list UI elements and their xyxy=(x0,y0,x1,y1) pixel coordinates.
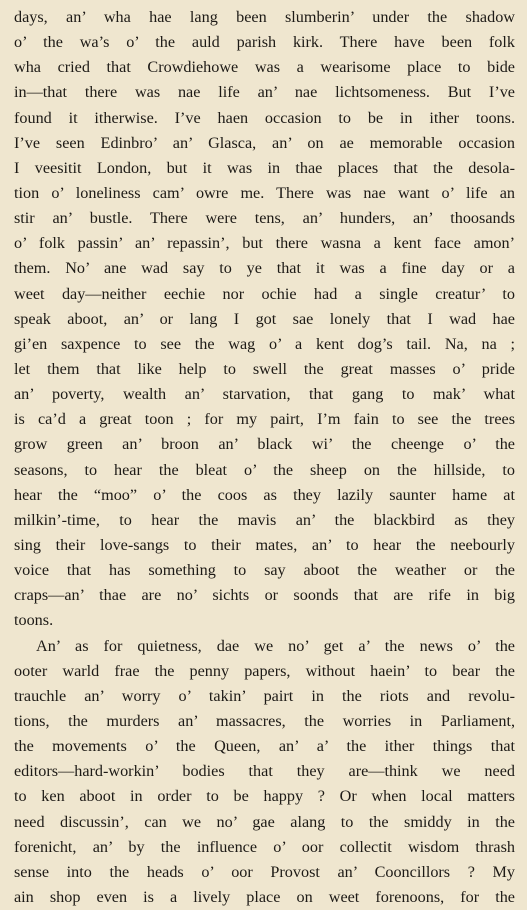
text-line: an’ poverty, wealth an’ starvation, that gang to mak’ what xyxy=(14,385,515,404)
text-line: them. No’ ane wad say to ye that it was a fine day or a xyxy=(14,259,515,278)
text-line: weet day—neither eechie nor ochie had a single creatur’ to xyxy=(14,284,515,303)
text-line: tion o’ loneliness cam’ owre me. There was nae want o’ life an xyxy=(14,183,515,202)
paragraph-2 xyxy=(14,634,515,910)
text-line: trauchle an’ worry o’ takin’ pairt in the riots and revolu- xyxy=(14,686,515,705)
text-line: gi’en saxpence to see the wag o’ a kent dog’s tail. Na, na ; xyxy=(14,334,515,353)
text-line: voice that has something to say aboot the weather or the xyxy=(14,561,515,580)
text-line: tions, the murders an’ massacres, the worries in Parliament, xyxy=(14,711,515,730)
text-line: craps—an’ thae are no’ sichts or soonds that are rife in big xyxy=(14,586,515,605)
text-line: sense into the heads o’ oor Provost an’ Cooncillors ? My xyxy=(14,862,515,881)
text-line: let them that like help to swell the great masses o’ pride xyxy=(14,359,515,378)
text-line: forenicht, an’ by the influence o’ oor collectit wisdom thrash xyxy=(14,837,515,856)
text-line: ain shop even is a lively place on weet forenoons, for the xyxy=(14,887,515,906)
text-line: in—that there was nae life an’ nae lichtsomeness. But I’ve xyxy=(14,83,515,102)
text-line: sing their love-sangs to their mates, an’ to hear the neebourly xyxy=(14,535,515,554)
text-line: need discussin’, can we no’ gae alang to the smiddy in the xyxy=(14,812,515,831)
text-line: I veesitit London, but it was in thae places that the desola- xyxy=(14,158,515,177)
text-line: grow green an’ broon an’ black wi’ the cheenge o’ the xyxy=(14,435,515,454)
text-line: is ca’d a great toon ; for my pairt, I’m fain to see the trees xyxy=(14,410,515,429)
text-line: found it itherwise. I’ve haen occasion to be in ither toons. xyxy=(14,108,515,127)
text-line: wha cried that Crowdiehowe was a wearisome place to bide xyxy=(14,58,515,77)
text-line: hear the “moo” o’ the coos as they lazily saunter hame at xyxy=(14,485,515,504)
text-line: editors—hard-workin’ bodies that they are—think we need xyxy=(14,762,515,781)
text-line: toons. xyxy=(14,611,54,630)
text-line: stir an’ bustle. There were tens, an’ hunders, an’ thoosands xyxy=(14,209,515,228)
text-line: o’ the wa’s o’ the auld parish kirk. There have been folk xyxy=(14,33,515,52)
text-line: to ken aboot in order to be happy ? Or when local matters xyxy=(14,787,515,806)
text-line: the movements o’ the Queen, an’ a’ the ither things that xyxy=(14,737,515,756)
text-line: seasons, to hear the bleat o’ the sheep on the hillside, to xyxy=(14,460,515,479)
text-line: An’ as for quietness, dae we no’ get a’ the news o’ the xyxy=(36,636,515,655)
text-line: I’ve seen Edinbro’ an’ Glasca, an’ on ae memorable occasion xyxy=(14,133,515,152)
text-line: days, an’ wha hae lang been slumberin’ under the shadow xyxy=(14,8,515,26)
paragraph-1 xyxy=(14,5,515,634)
text-line: o’ folk passin’ an’ repassin’, but there wasna a kent face amon’ xyxy=(14,234,515,253)
text-line: milkin’-time, to hear the mavis an’ the blackbird as they xyxy=(14,510,515,529)
text-line: ooter warld frae the penny papers, without haein’ to bear the xyxy=(14,661,515,680)
text-line: speak aboot, an’ or lang I got sae lonely that I wad hae xyxy=(14,309,515,328)
